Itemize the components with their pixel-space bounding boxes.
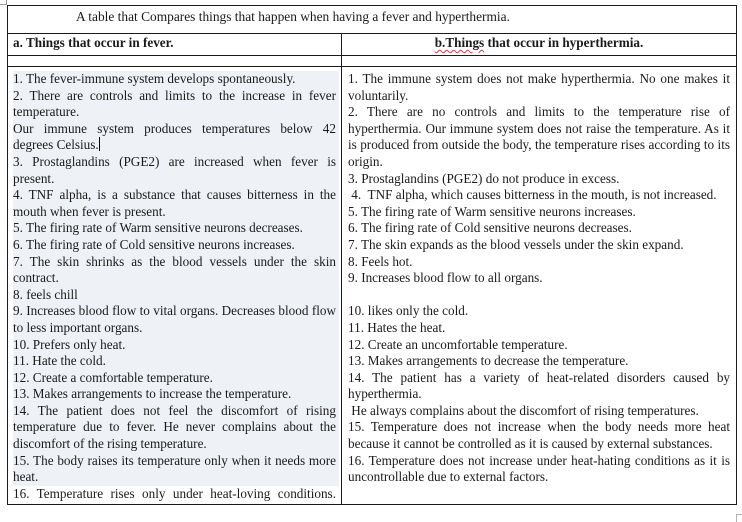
fever-item: 14. The patient does not feel the discomfort of rising temperature due to fever. He never complains about the discomfort of the rising temperature.	[13, 402, 336, 452]
header-row	[8, 34, 737, 56]
table-caption[interactable]: A table that Compares things that happen when having a fever and hyperthermia.	[8, 6, 737, 34]
hyperthermia-item: 9. Increases blood flow to all organs.	[348, 270, 543, 286]
fever-item: 13. Makes arrangements to increase the temperature.	[13, 386, 292, 402]
hyperthermia-items-cell[interactable]	[342, 67, 737, 505]
hyperthermia-item: 2. There are no controls and limits to the temperature rise of hyperthermia. Our immune system does not raise the temperature. As it is produced from outside the body, the temperature rises according to its origin.	[348, 104, 731, 169]
fever-item: 7. The skin shrinks as the blood vessels under the skin contract.	[13, 253, 336, 286]
hyperthermia-header-rest: that occur in hyperthermia.	[484, 35, 644, 50]
caption-row	[8, 6, 737, 34]
page-corner-mark-top-left	[0, 0, 7, 5]
hyperthermia-item: He always complains about the discomfort of rising temperatures.	[348, 402, 699, 418]
fever-item: 15. The body raises its temperature only when it needs more heat.	[13, 452, 336, 485]
fever-item: 11. Hate the cold.	[13, 353, 106, 369]
selected-text-highlight	[13, 71, 339, 486]
fever-column-header[interactable]: a. Things that occur in fever.	[8, 34, 342, 56]
hyperthermia-item: 16. Temperature does not increase under heat-hating conditions as it is uncontrollable due to external factors.	[348, 452, 731, 485]
hyperthermia-item: 6. The firing rate of Cold sensitive neurons decreases.	[348, 220, 632, 236]
hyperthermia-column-header[interactable]	[342, 34, 737, 56]
fever-item: 5. The firing rate of Warm sensitive neurons decreases.	[13, 220, 303, 236]
fever-item: 2. There are controls and limits to the increase in fever temperature.	[13, 87, 336, 120]
fever-item: 3. Prostaglandins (PGE2) are increased when fever is present.	[13, 153, 336, 186]
fever-item: 12. Create a comfortable temperature.	[13, 369, 213, 385]
hyperthermia-item: 5. The firing rate of Warm sensitive neurons increases.	[348, 203, 636, 219]
spellcheck-flagged-word[interactable]: b.Things	[434, 35, 485, 50]
hyperthermia-item: 1. The immune system does not make hyperthermia. No one makes it voluntarily.	[348, 71, 731, 103]
fever-item: 1. The fever-immune system develops spontaneously.	[13, 71, 296, 86]
empty-line	[348, 287, 730, 304]
fever-item: 8. feels chill	[13, 286, 78, 302]
hyperthermia-item: 13. Makes arrangements to decrease the temperature.	[348, 353, 629, 369]
hyperthermia-item: 3. Prostaglandins (PGE2) do not produce in excess.	[348, 170, 620, 186]
spacer-cell-right[interactable]	[342, 56, 737, 67]
hyperthermia-item: 8. Feels hot.	[348, 253, 413, 269]
hyperthermia-item: 7. The skin expands as the blood vessels under the skin expand.	[348, 236, 684, 252]
hyperthermia-item: 11. Hates the heat.	[348, 319, 446, 335]
hyperthermia-item: 10. likes only the cold.	[348, 303, 469, 319]
comparison-table	[7, 5, 737, 505]
spacer-cell-left[interactable]	[8, 56, 342, 67]
fever-items-cell[interactable]	[8, 67, 342, 505]
fever-item: 10. Prefers only heat.	[13, 336, 126, 352]
text-cursor	[99, 137, 100, 151]
hyperthermia-item: 4. TNF alpha, which causes bitterness in the mouth, is not increased.	[348, 187, 717, 203]
body-row	[8, 67, 737, 505]
hyperthermia-item: 12. Create an uncomfortable temperature.	[348, 336, 568, 352]
fever-item: 4. TNF alpha, is a substance that causes bitterness in the mouth when fever is present.	[13, 187, 336, 219]
hyperthermia-item: 15. Temperature does not increase when the body needs more heat because it cannot be controlled as it is caused by external substances.	[348, 419, 731, 452]
hyperthermia-item: 14. The patient has a variety of heat-related disorders caused by hyperthermia.	[348, 369, 731, 402]
fever-item: Our immune system produces temperatures below 42 degrees Celsius.	[13, 120, 336, 153]
fever-item: 9. Increases blood flow to vital organs. Decreases blood flow to less important organs.	[13, 303, 336, 335]
fever-item: 6. The firing rate of Cold sensitive neurons increases.	[13, 236, 295, 252]
spacer-row	[8, 56, 737, 67]
fever-item: 16. Temperature rises only under heat-loving conditions.	[13, 485, 336, 501]
